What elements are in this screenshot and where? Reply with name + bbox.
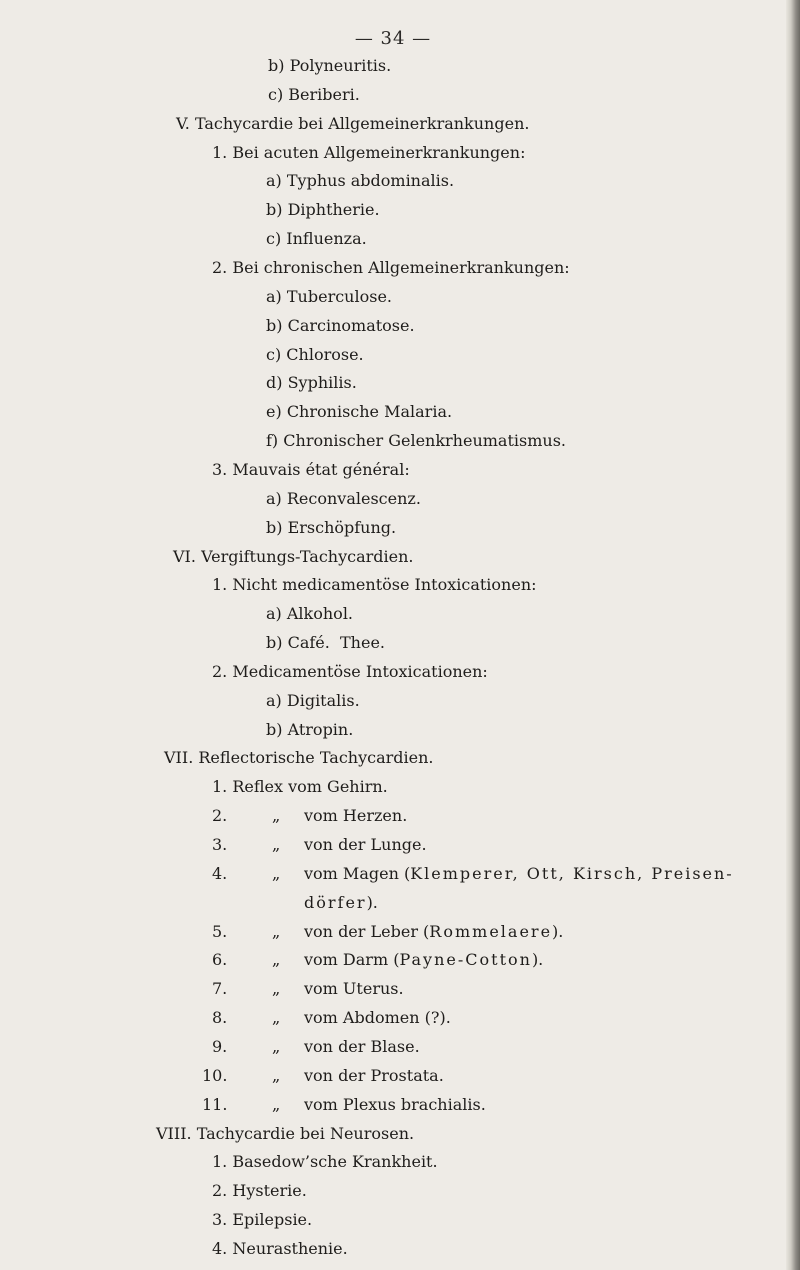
item-label: 9. [212,1037,228,1056]
item-label: 8. [212,1008,228,1027]
item-label: a) [266,489,282,508]
list-item [266,344,364,366]
list-item [202,1065,772,1087]
section-number: V. [176,114,190,133]
item-text: ). [366,893,378,912]
item-label: c) [266,345,282,364]
item-text: Epilepsie. [232,1210,313,1229]
author-names: dörfer [304,893,367,912]
item-label: a) [266,691,282,710]
author-names: Klemperer, Ott, Kirsch, Preisen- [410,864,734,883]
item-label: 7. [212,979,228,998]
item-text-end: ). [531,950,544,969]
item-text: Reflex vom Gehirn. [232,777,388,796]
list-item [266,603,353,625]
item-label: 3. [212,1210,228,1229]
ditto-mark: „ [272,1008,281,1027]
item-text: Alkohol. [286,604,354,623]
ditto-mark: „ [272,1037,281,1056]
subsection-heading [212,574,537,596]
list-item [212,1007,772,1029]
ditto-mark: „ [272,922,281,941]
list-item [212,863,782,885]
list-item [268,55,391,77]
item-text: Hysterie. [232,1181,307,1200]
list-item [266,315,415,337]
list-item [266,401,452,423]
list-item [202,1094,772,1116]
item-label: b) [266,200,283,219]
section-heading [164,747,434,769]
item-text: Reconvalescenz. [286,489,421,508]
item-label: a) [266,287,282,306]
item-label: 2. [212,662,228,681]
item-label: 2. [212,806,228,825]
item-text: Tuberculose. [286,287,392,306]
list-item [266,517,396,539]
item-text: vom Plexus brachialis. [304,1095,486,1114]
item-text: Neurasthenie. [232,1239,348,1258]
list-item [266,372,357,394]
list-item [266,228,367,250]
item-label: b) [266,720,283,739]
list-item [212,1180,307,1202]
item-text: von der Leber ( [304,922,430,941]
item-text: vom Uterus. [304,979,404,998]
subsection-heading [212,257,570,279]
item-text: Café. Thee. [287,633,386,652]
list-item [212,776,388,798]
item-label: b) [266,316,283,335]
item-text-end: ). [552,922,564,941]
item-text: von der Blase. [304,1037,420,1056]
item-label: 5. [212,922,228,941]
list-item [212,1151,438,1173]
item-label: 2. [212,258,228,277]
item-label: e) [266,402,282,421]
item-label: f) [266,431,279,450]
section-heading [156,1123,414,1145]
section-title: Vergiftungs-Tachycardien. [201,547,414,566]
item-label: 4. [212,1239,228,1258]
item-text: vom Herzen. [304,806,408,825]
ditto-mark: „ [272,1095,281,1114]
item-label: 6. [212,950,228,969]
list-item [266,488,421,510]
item-label: 1. [212,575,228,594]
item-text: Basedow’sche Krankheit. [232,1152,438,1171]
list-item [266,430,566,452]
item-text: Chronische Malaria. [286,402,453,421]
item-label: b) [266,633,283,652]
list-item-continuation [304,892,378,914]
item-text: Beriberi. [288,85,360,104]
subsection-heading [212,142,525,164]
item-text: Influenza. [286,229,367,248]
list-item [266,632,385,654]
section-heading [176,113,529,135]
section-number: VII. [164,748,194,767]
ditto-mark: „ [272,979,281,998]
item-label: b) [266,518,283,537]
section-number: VI. [173,547,196,566]
list-item [266,286,392,308]
author-names: Rommelaere [429,922,553,941]
item-label: 2. [212,1181,228,1200]
item-label: 4. [212,864,228,883]
item-label: a) [266,171,282,190]
item-text: Polyneuritis. [289,56,392,75]
item-label: d) [266,373,283,392]
item-text: Bei chronischen Allgemeinerkrankungen: [232,258,570,277]
section-title: Tachycardie bei Allgemeinerkrankungen. [194,114,530,133]
item-label: 3. [212,835,228,854]
item-text: Chlorose. [286,345,364,364]
item-label: 1. [212,143,228,162]
list-item [266,199,380,221]
item-label: 10. [202,1066,228,1085]
ditto-mark: „ [272,950,281,969]
section-heading [173,546,414,568]
item-text: Mauvais état général: [232,460,410,479]
item-text: von der Prostata. [304,1066,444,1085]
ditto-mark: „ [272,1066,281,1085]
item-label: 11. [202,1095,228,1114]
list-item [212,1238,348,1260]
item-label: 1. [212,1152,228,1171]
item-text: Medicamentöse Intoxicationen: [232,662,488,681]
item-label: c) [268,85,284,104]
author-names: Payne-Cotton [399,950,532,969]
item-label: 3. [212,460,228,479]
item-label: a) [266,604,282,623]
item-text: Carcinomatose. [287,316,415,335]
subsection-heading [212,459,410,481]
item-text: Erschöpfung. [287,518,397,537]
list-item [212,921,772,943]
item-text: Syphilis. [287,373,357,392]
item-text: vom Abdomen (?). [304,1008,451,1027]
section-title: Reflectorische Tachycardien. [198,748,434,767]
item-text: vom Darm ( [304,950,400,969]
item-text: Diphtherie. [287,200,380,219]
subsection-heading [212,661,488,683]
item-text: Atropin. [287,720,354,739]
item-text: Digitalis. [286,691,360,710]
item-label: b) [268,56,285,75]
ditto-mark: „ [272,864,281,883]
item-label: c) [266,229,282,248]
ditto-mark: „ [272,835,281,854]
item-text: vom Magen ( [304,864,411,883]
list-item [266,719,353,741]
page-number: — 34 — [354,28,432,49]
list-item [212,805,772,827]
item-text: Chronischer Gelenkrheumatismus. [283,431,566,450]
item-text: Nicht medicamentöse Intoxicationen: [232,575,537,594]
item-text: Bei acuten Allgemeinerkrankungen: [232,143,526,162]
item-text: Typhus abdominalis. [286,171,455,190]
page-edge-shadow [786,0,800,1270]
list-item [212,978,772,1000]
list-item [212,1036,772,1058]
list-item [212,1209,312,1231]
section-number: VIII. [156,1124,192,1143]
item-label: 1. [212,777,228,796]
list-item [266,690,360,712]
item-text: von der Lunge. [304,835,427,854]
list-item [268,84,360,106]
list-item [266,170,454,192]
list-item [212,834,772,856]
list-item [212,949,772,971]
section-title: Tachycardie bei Neurosen. [196,1124,415,1143]
ditto-mark: „ [272,806,281,825]
